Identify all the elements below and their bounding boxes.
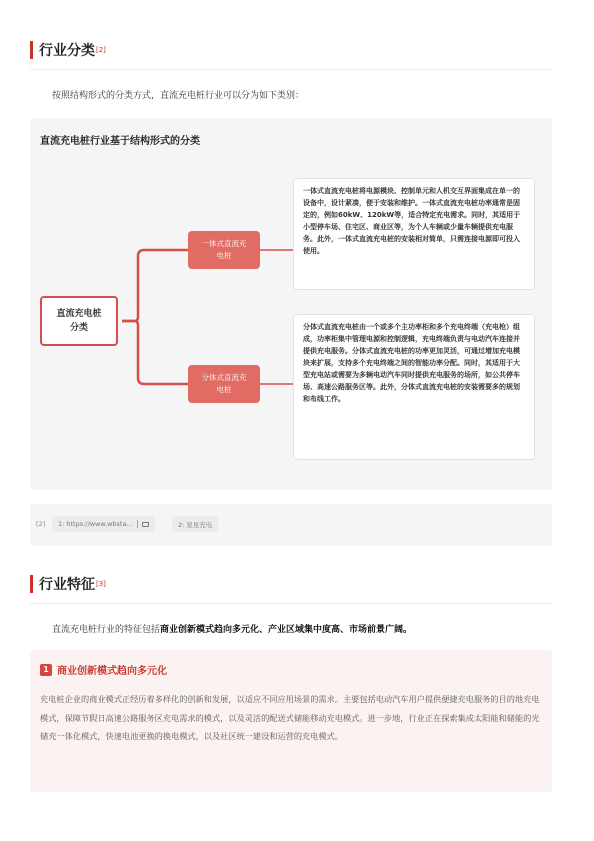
feature-card-business-model <box>30 650 552 792</box>
section-intro <box>52 622 412 635</box>
intro-highlight: 商业创新模式趋向多元化、产业区域集中度高、市场前景广阔。 <box>160 625 413 635</box>
root-node-line-2: 分类 <box>69 323 88 333</box>
reference-link-1[interactable] <box>52 516 155 532</box>
branch-label-line-1: 分体式直流充 <box>201 373 247 382</box>
branch-label-line-2: 电桩 <box>216 251 232 260</box>
reference-link-2[interactable] <box>172 516 218 532</box>
section-divider <box>30 603 552 604</box>
leaf-description-integrated: 一体式直流充电桩将电源模块、控制单元和人机交互界面集成在单一的设备中，设计紧凑，便于安装和维护。一体式直流充电桩功率通常是固定的，例如60kW、120kW等，适合特定充电需求。同时，其适用于小型停车场、住宅区、商业区等，为个人车辆或少量车辆提供充电服务。此外，一体式直流充电桩的安装相对简单，只需连接电源即可投入使用。 <box>293 178 535 290</box>
root-node-line-1: 直流充电桩 <box>56 309 102 319</box>
heading-accent-bar <box>30 575 33 593</box>
section-title: 行业特征 <box>39 577 95 593</box>
diagram-title: 直流充电桩行业基于结构形式的分类 <box>40 136 200 147</box>
citation-ref[interactable]: [3] <box>96 580 106 588</box>
section-heading-industry-classification <box>30 40 106 60</box>
reference-index: [2] <box>36 520 46 528</box>
references-card <box>30 504 552 546</box>
section-divider <box>30 69 552 70</box>
citation-ref[interactable]: [2] <box>96 46 106 54</box>
intro-text: 直流充电桩行业的特征包括 <box>52 625 161 635</box>
reference-label: 2: 星星充电 <box>178 520 213 529</box>
feature-title: 商业创新模式趋向多元化 <box>57 666 167 677</box>
connector-root-to-branch-1 <box>122 250 188 321</box>
feature-number-badge: 1 <box>40 664 52 676</box>
connector-root-to-branch-2 <box>122 321 188 384</box>
heading-accent-bar <box>30 41 33 59</box>
branch-node-integrated <box>188 231 260 269</box>
classification-diagram-card <box>30 118 552 490</box>
branch-label-line-2: 电桩 <box>216 385 232 394</box>
feature-body: 充电桩企业的商业模式正经历着多样化的创新和发展，以适应不同应用场景的需求。主要包括电动汽车用户提供便捷充电服务的目的地充电模式，保障节假日高速公路服务区充电需求的模式，以及灵活的配送式储能移动充电模式。进一步地，行业正在探索集成太阳能和储能的光储充一体化模式，快速电池更换的换电模式，以及社区统一建设和运营的充电模式。 <box>40 694 540 741</box>
link-icon <box>142 522 149 527</box>
branch-label-line-1: 一体式直流充 <box>201 239 247 248</box>
reference-separator <box>137 520 138 528</box>
section-heading-industry-features <box>30 574 106 594</box>
leaf-description-split: 分体式直流充电桩由一个或多个主功率柜和多个充电终端（充电枪）组成，功率柜集中管理电源和控制逻辑，充电终端负责与电动汽车连接并提供充电服务。分体式直流充电桩的功率更加灵活，可通过增加充电模块来扩展，支持多个充电终端之间的智能功率分配。同时，其适用于大型充电站或需要为多辆电动汽车同时提供充电服务的场所，如公共停车场、高速公路服务区等。此外，分体式直流充电桩的安装需要多的规划和布线工作。 <box>293 314 535 460</box>
root-node <box>40 296 118 346</box>
branch-node-split <box>188 365 260 403</box>
feature-heading <box>40 662 167 677</box>
reference-label: 1: https://www.wbsta... <box>58 520 133 528</box>
section-title: 行业分类 <box>39 43 95 59</box>
section-intro: 按照结构形式的分类方式，直流充电桩行业可以分为如下类别： <box>52 91 305 101</box>
